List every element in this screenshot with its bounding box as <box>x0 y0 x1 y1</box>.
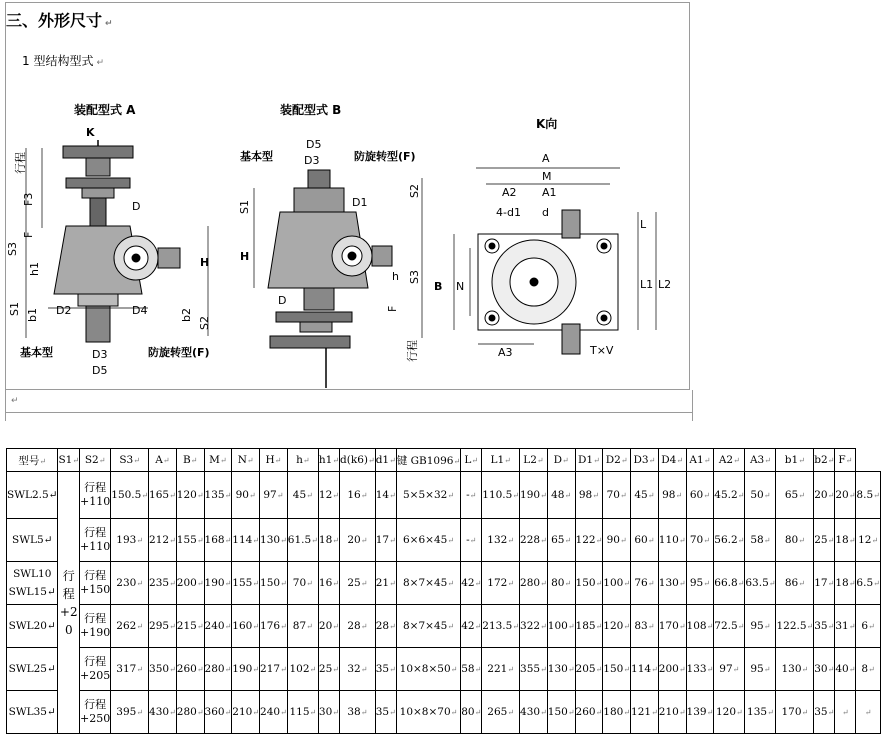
view-b-label-s2: S2 <box>408 184 421 198</box>
value-cell: 155↵ <box>232 562 260 605</box>
value-cell: 155↵ <box>176 519 204 562</box>
view-b-label-d3: D3 <box>304 154 320 167</box>
value-cell: 35↵ <box>814 605 835 648</box>
view-a-label-f3: F3 <box>22 192 35 206</box>
view-k-label-b: B <box>434 280 443 293</box>
value-cell: 172↵ <box>482 562 520 605</box>
s2-cell: 行程 +110 <box>80 519 111 562</box>
value-cell: 20↵ <box>835 472 856 519</box>
header-cell: h1↵ <box>318 449 339 472</box>
value-cell: 317↵ <box>111 648 149 691</box>
value-cell: 150↵ <box>260 562 288 605</box>
value-cell: 132↵ <box>482 519 520 562</box>
value-cell: 121↵ <box>631 691 659 734</box>
value-cell: -↵ <box>461 472 482 519</box>
dimension-drawing <box>8 98 686 388</box>
value-cell: 190↵ <box>520 472 548 519</box>
value-cell: 21↵ <box>375 562 396 605</box>
value-cell: 83↵ <box>631 605 659 648</box>
value-cell: ↵ <box>856 691 880 734</box>
value-cell: -↵ <box>461 519 482 562</box>
header-cell: A1↵ <box>686 449 714 472</box>
header-cell: h↵ <box>287 449 318 472</box>
value-cell: 58↵ <box>461 648 482 691</box>
view-k-label-m: M <box>542 170 552 183</box>
s1-merged-cell: 行程+20 <box>58 472 80 734</box>
value-cell: 213.5↵ <box>482 605 520 648</box>
s2-cell: 行程 +250 <box>80 691 111 734</box>
view-b-label-d5: D5 <box>306 138 322 151</box>
value-cell: 35↵ <box>814 691 835 734</box>
model-cell: SWL10 SWL15↵ <box>7 562 58 605</box>
view-k-label-l2: L2 <box>658 278 672 291</box>
value-cell: 114↵ <box>232 519 260 562</box>
table-row <box>7 472 881 519</box>
value-cell: 205↵ <box>575 648 603 691</box>
view-a-label-k: K <box>86 126 95 139</box>
view-a-label-s1: S1 <box>8 302 21 316</box>
view-k-label-a1: A1 <box>542 186 557 199</box>
view-a-label-s3: S3 <box>6 242 19 256</box>
value-cell: 18↵ <box>835 562 856 605</box>
value-cell: 165↵ <box>149 472 177 519</box>
value-cell: 5×5×32↵ <box>396 472 460 519</box>
value-cell: 97↵ <box>260 472 288 519</box>
value-cell: 280↵ <box>520 562 548 605</box>
value-cell: 114↵ <box>631 648 659 691</box>
value-cell: 58↵ <box>745 519 776 562</box>
header-cell: L1↵ <box>482 449 520 472</box>
table-header-row <box>7 449 881 472</box>
value-cell: 190↵ <box>204 562 232 605</box>
header-cell: S1↵ <box>58 449 80 472</box>
value-cell: 65↵ <box>547 519 575 562</box>
table-row <box>7 562 881 605</box>
value-cell: 56.2↵ <box>714 519 745 562</box>
model-cell: SWL35↵ <box>7 691 58 734</box>
value-cell: 50↵ <box>745 472 776 519</box>
value-cell: 135↵ <box>204 472 232 519</box>
value-cell: 90↵ <box>232 472 260 519</box>
value-cell: 262↵ <box>111 605 149 648</box>
view-a-label-d2: D2 <box>56 304 72 317</box>
spec-table <box>6 448 881 734</box>
value-cell: 80↵ <box>547 562 575 605</box>
value-cell: 25↵ <box>318 648 339 691</box>
value-cell: 240↵ <box>260 691 288 734</box>
value-cell: 122.5↵ <box>776 605 814 648</box>
value-cell: 87↵ <box>287 605 318 648</box>
view-b-label-d: D <box>278 294 287 307</box>
view-b-label-s1: S1 <box>238 200 251 214</box>
view-a-label-basic: 基本型 <box>20 346 53 359</box>
value-cell: 6×6×45↵ <box>396 519 460 562</box>
view-a-label-d5: D5 <box>92 364 108 377</box>
header-cell: D2↵ <box>603 449 631 472</box>
value-cell: 28↵ <box>340 605 376 648</box>
value-cell: 100↵ <box>603 562 631 605</box>
value-cell: 16↵ <box>318 562 339 605</box>
value-cell: 10×8×70↵ <box>396 691 460 734</box>
view-k-label-a: A <box>542 152 550 165</box>
value-cell: 38↵ <box>340 691 376 734</box>
view-a-label-h: H <box>200 256 210 269</box>
value-cell: 260↵ <box>575 691 603 734</box>
view-k-label-l1: L1 <box>640 278 654 291</box>
value-cell: 32↵ <box>340 648 376 691</box>
value-cell: 65↵ <box>776 472 814 519</box>
value-cell: 63.5↵ <box>745 562 776 605</box>
value-cell: 212↵ <box>149 519 177 562</box>
value-cell: 180↵ <box>603 691 631 734</box>
value-cell: 31↵ <box>835 605 856 648</box>
value-cell: 185↵ <box>575 605 603 648</box>
view-k-label-l: L <box>640 218 647 231</box>
value-cell: 30↵ <box>814 648 835 691</box>
value-cell: 210↵ <box>658 691 686 734</box>
value-cell: 95↵ <box>686 562 714 605</box>
model-cell: SWL20↵ <box>7 605 58 648</box>
value-cell: 100↵ <box>547 605 575 648</box>
view-k-label-n: N <box>456 280 465 293</box>
value-cell: 86↵ <box>776 562 814 605</box>
header-cell: M↵ <box>204 449 232 472</box>
value-cell: 122↵ <box>575 519 603 562</box>
s2-cell: 行程 +110 <box>80 472 111 519</box>
value-cell: 110.5↵ <box>482 472 520 519</box>
value-cell: 135↵ <box>745 691 776 734</box>
view-a-label-stroke: 行程 <box>14 152 27 174</box>
value-cell: 98↵ <box>658 472 686 519</box>
value-cell: 72.5↵ <box>714 605 745 648</box>
value-cell: 8.5↵ <box>856 472 880 519</box>
header-cell: B↵ <box>176 449 204 472</box>
header-cell: D3↵ <box>631 449 659 472</box>
value-cell: 170↵ <box>776 691 814 734</box>
value-cell: 95↵ <box>745 605 776 648</box>
value-cell: 6.5↵ <box>856 562 880 605</box>
header-cell: F↵ <box>835 449 856 472</box>
value-cell: 20↵ <box>318 605 339 648</box>
view-k-label-a2: A2 <box>502 186 517 199</box>
blank-row-2 <box>5 413 693 421</box>
value-cell: 170↵ <box>658 605 686 648</box>
value-cell: 133↵ <box>686 648 714 691</box>
value-cell: 210↵ <box>232 691 260 734</box>
value-cell: 130↵ <box>776 648 814 691</box>
value-cell: 355↵ <box>520 648 548 691</box>
header-cell: 键 GB1096↵ <box>396 449 460 472</box>
value-cell: 322↵ <box>520 605 548 648</box>
view-a-label-d3: D3 <box>92 348 108 361</box>
value-cell: 190↵ <box>232 648 260 691</box>
view-b-label-basic: 基本型 <box>240 150 273 163</box>
model-cell: SWL2.5↵ <box>7 472 58 519</box>
value-cell: 12↵ <box>856 519 880 562</box>
value-cell: 12↵ <box>318 472 339 519</box>
value-cell: 160↵ <box>232 605 260 648</box>
value-cell: 20↵ <box>340 519 376 562</box>
view-b-label-s3: S3 <box>408 270 421 284</box>
value-cell: 215↵ <box>176 605 204 648</box>
table-row <box>7 605 881 648</box>
value-cell: 25↵ <box>340 562 376 605</box>
view-k-label-txv: T×V <box>590 344 614 357</box>
value-cell: 14↵ <box>375 472 396 519</box>
value-cell: 42↵ <box>461 605 482 648</box>
value-cell: 10×8×50↵ <box>396 648 460 691</box>
table-row <box>7 519 881 562</box>
value-cell: 430↵ <box>149 691 177 734</box>
section-title: 三、外形尺寸 ↵ <box>6 11 113 30</box>
value-cell: 90↵ <box>603 519 631 562</box>
view-a-label-antirot: 防旋转型(F) <box>148 346 210 359</box>
header-cell: d(k6)↵ <box>340 449 376 472</box>
value-cell: 70↵ <box>686 519 714 562</box>
value-cell: 20↵ <box>814 472 835 519</box>
value-cell: 17↵ <box>814 562 835 605</box>
view-b-label-h-upper: H <box>240 250 250 263</box>
value-cell: 70↵ <box>603 472 631 519</box>
value-cell: 45.2↵ <box>714 472 745 519</box>
value-cell: 150↵ <box>603 648 631 691</box>
value-cell: 240↵ <box>204 605 232 648</box>
header-cell: A↵ <box>149 449 177 472</box>
value-cell: 260↵ <box>176 648 204 691</box>
table-row <box>7 691 881 734</box>
table-row <box>7 648 881 691</box>
header-cell: L↵ <box>461 449 482 472</box>
value-cell: 200↵ <box>658 648 686 691</box>
value-cell: 8↵ <box>856 648 880 691</box>
blank-row: ↵ <box>5 390 693 413</box>
value-cell: 150.5↵ <box>111 472 149 519</box>
value-cell: 40↵ <box>835 648 856 691</box>
view-k-label-4d1: 4-d1 <box>496 206 521 219</box>
value-cell: 110↵ <box>658 519 686 562</box>
value-cell: 76↵ <box>631 562 659 605</box>
s2-cell: 行程 +205 <box>80 648 111 691</box>
value-cell: 395↵ <box>111 691 149 734</box>
header-cell: A2↵ <box>714 449 745 472</box>
value-cell: 193↵ <box>111 519 149 562</box>
value-cell: 60↵ <box>686 472 714 519</box>
header-cell: d1↵ <box>375 449 396 472</box>
s2-cell: 行程 +150 <box>80 562 111 605</box>
header-cell: A3↵ <box>745 449 776 472</box>
value-cell: 130↵ <box>547 648 575 691</box>
value-cell: 70↵ <box>287 562 318 605</box>
value-cell: 60↵ <box>631 519 659 562</box>
value-cell: 35↵ <box>375 691 396 734</box>
value-cell: 230↵ <box>111 562 149 605</box>
model-cell: SWL25↵ <box>7 648 58 691</box>
value-cell: 80↵ <box>461 691 482 734</box>
header-cell: S2↵ <box>80 449 111 472</box>
header-cell: b2↵ <box>814 449 835 472</box>
view-b-label-h-lower: h <box>392 270 399 283</box>
view-a-label-h1: h1 <box>28 262 41 276</box>
value-cell: 95↵ <box>745 648 776 691</box>
sub-title: 1 型结构型式 ↵ <box>22 54 104 68</box>
value-cell: 130↵ <box>260 519 288 562</box>
header-cell: H↵ <box>260 449 288 472</box>
value-cell: 18↵ <box>835 519 856 562</box>
view-b-label-d1: D1 <box>352 196 368 209</box>
header-cell: D4↵ <box>658 449 686 472</box>
value-cell: 17↵ <box>375 519 396 562</box>
value-cell: 280↵ <box>204 648 232 691</box>
value-cell: 97↵ <box>714 648 745 691</box>
value-cell: ↵ <box>835 691 856 734</box>
value-cell: 265↵ <box>482 691 520 734</box>
value-cell: 130↵ <box>658 562 686 605</box>
header-cell: 型号↵ <box>7 449 58 472</box>
value-cell: 350↵ <box>149 648 177 691</box>
view-a-label-b1: b1 <box>26 308 39 322</box>
view-a-label-b2: b2 <box>180 308 193 322</box>
view-k-label-a3: A3 <box>498 346 513 359</box>
view-b-label-f: F <box>386 305 399 312</box>
value-cell: 35↵ <box>375 648 396 691</box>
value-cell: 200↵ <box>176 562 204 605</box>
header-cell: S3↵ <box>111 449 149 472</box>
value-cell: 228↵ <box>520 519 548 562</box>
header-cell: b1↵ <box>776 449 814 472</box>
view-a-label-d4: D4 <box>132 304 148 317</box>
value-cell: 120↵ <box>603 605 631 648</box>
value-cell: 139↵ <box>686 691 714 734</box>
value-cell: 42↵ <box>461 562 482 605</box>
value-cell: 45↵ <box>287 472 318 519</box>
value-cell: 66.8↵ <box>714 562 745 605</box>
value-cell: 217↵ <box>260 648 288 691</box>
value-cell: 120↵ <box>176 472 204 519</box>
view-b-label-stroke: 行程 <box>406 340 419 362</box>
value-cell: 98↵ <box>575 472 603 519</box>
value-cell: 108↵ <box>686 605 714 648</box>
value-cell: 235↵ <box>149 562 177 605</box>
s2-cell: 行程 +190 <box>80 605 111 648</box>
value-cell: 18↵ <box>318 519 339 562</box>
value-cell: 28↵ <box>375 605 396 648</box>
value-cell: 16↵ <box>340 472 376 519</box>
value-cell: 80↵ <box>776 519 814 562</box>
view-a-title: 装配型式 A <box>74 103 136 117</box>
view-k-title: K向 <box>536 117 558 131</box>
value-cell: 48↵ <box>547 472 575 519</box>
value-cell: 25↵ <box>814 519 835 562</box>
header-cell: D↵ <box>547 449 575 472</box>
header-cell: D1↵ <box>575 449 603 472</box>
view-a-label-d: D <box>132 200 141 213</box>
value-cell: 150↵ <box>547 691 575 734</box>
view-a-label-f: F <box>22 231 35 238</box>
value-cell: 8×7×45↵ <box>396 562 460 605</box>
value-cell: 176↵ <box>260 605 288 648</box>
value-cell: 30↵ <box>318 691 339 734</box>
value-cell: 168↵ <box>204 519 232 562</box>
value-cell: 8×7×45↵ <box>396 605 460 648</box>
value-cell: 102↵ <box>287 648 318 691</box>
value-cell: 221↵ <box>482 648 520 691</box>
view-b-label-antirot: 防旋转型(F) <box>354 150 416 163</box>
header-cell: N↵ <box>232 449 260 472</box>
value-cell: 430↵ <box>520 691 548 734</box>
value-cell: 115↵ <box>287 691 318 734</box>
view-k-label-d: d <box>542 206 549 219</box>
value-cell: 295↵ <box>149 605 177 648</box>
value-cell: 45↵ <box>631 472 659 519</box>
model-cell: SWL5↵ <box>7 519 58 562</box>
value-cell: 61.5↵ <box>287 519 318 562</box>
value-cell: 280↵ <box>176 691 204 734</box>
view-b-title: 装配型式 B <box>280 103 342 117</box>
header-cell: L2↵ <box>520 449 548 472</box>
value-cell: 360↵ <box>204 691 232 734</box>
value-cell: 120↵ <box>714 691 745 734</box>
value-cell: 150↵ <box>575 562 603 605</box>
value-cell: 6↵ <box>856 605 880 648</box>
view-a-label-s2: S2 <box>198 316 211 330</box>
